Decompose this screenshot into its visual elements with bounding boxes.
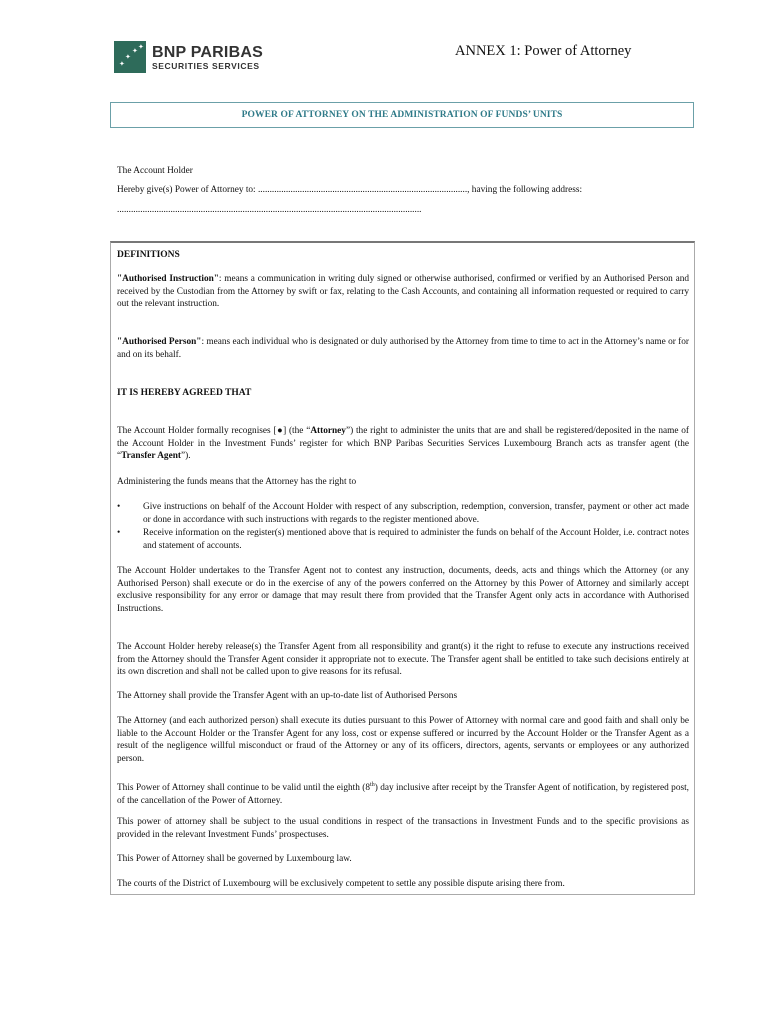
agreement-paragraph-1 <box>117 425 689 463</box>
document-title: POWER OF ATTORNEY ON THE ADMINISTRATION OF FUNDS’ UNITS <box>241 110 563 120</box>
placeholder-bullet: ● <box>276 426 284 436</box>
agreement-paragraph-5: The Attorney shall provide the Transfer Agent with an up-to-date list of Authorised Persons <box>117 691 458 701</box>
annex-title: ANNEX 1: Power of Attorney <box>455 43 632 59</box>
definition-authorised-instruction-text: : means a communication in writing duly signed or otherwise authorised, confirmed or verified by an Authorised Person and received by the Custodian from the Attorney by swift or fax, relating to the Cash Accounts, and containing all information requested or required to carry out the relevant instruction. <box>117 274 689 309</box>
logo-sub-text: SECURITIES SERVICES <box>152 60 260 71</box>
term-authorised-person: "Authorised Person" <box>117 337 202 347</box>
document-title-box <box>110 102 694 128</box>
p1-text-b: ] (the “ <box>283 426 311 436</box>
logo-main-text: BNP PARIBAS <box>152 43 263 61</box>
bullet-text: Receive information on the register(s) mentioned above that is required to administer the funds on behalf of the Account Holder, i.e. contract notes and statement of accounts. <box>143 528 689 551</box>
bullet-icon: • <box>117 528 121 538</box>
address-blank-line: ................................................................................................................................... <box>117 205 422 215</box>
agreement-paragraph-7 <box>117 779 689 807</box>
definition-authorised-person <box>117 336 689 361</box>
definition-authorised-instruction <box>117 273 689 311</box>
definition-authorised-person-text: : means each individual who is designated or duly authorised by the Attorney from time to time to act in the Attorney’s name or for and on its behalf. <box>117 337 689 360</box>
p7-text-b: ) day inclusive after receipt by the Transfer Agent of notification, by registered post, of the cancellation of the Power of Attorney. <box>117 783 689 806</box>
p1-text-d: ”). <box>180 451 191 461</box>
bnp-paribas-logo <box>114 40 263 74</box>
p7-superscript: th <box>370 782 375 788</box>
definitions-heading: DEFINITIONS <box>117 250 180 260</box>
list-item <box>117 501 689 527</box>
p1-text-a: The Account Holder formally recognises [ <box>117 426 277 436</box>
attorney-designation-line: Hereby give(s) Power of Attorney to: .........................................................................................., having the following address: <box>117 185 583 195</box>
bullet-icon: • <box>117 502 121 512</box>
p7-text-a: This Power of Attorney shall continue to be valid until the eighth (8 <box>117 783 371 794</box>
agreement-paragraph-4: The Account Holder hereby release(s) the Transfer Agent from all responsibility and grant(s) it the right to refuse to execute any instructions received from the Attorney should the Transfer Agent consider it appropriate not to execute. The Transfer agent shall be entitled to take such decisions entirely at its own discretion and shall not be called upon to give reasons for its refusal. <box>117 642 689 677</box>
term-attorney: Attorney <box>310 426 346 436</box>
term-authorised-instruction: "Authorised Instruction" <box>117 274 219 284</box>
list-item <box>117 527 689 553</box>
p1-text-c: ”) the right to administer the units that are and shall be registered/deposited in the name of the Account Holder in the Investment Funds’ register for which BNP Paribas Securities Services Luxembourg Branch acts as transfer agent (the “ <box>117 426 689 461</box>
logo-stars-icon: ✦ ✦ ✦ ✦ <box>114 41 146 73</box>
agreement-paragraph-10: The courts of the District of Luxembourg will be exclusively competent to settle any possible dispute arising there from. <box>117 879 565 889</box>
account-holder-label: The Account Holder <box>117 166 193 176</box>
term-transfer-agent: Transfer Agent <box>121 451 181 461</box>
agreement-paragraph-8: This power of attorney shall be subject to the usual conditions in respect of the transactions in Investment Funds and to the specific provisions as provided in the relevant Investment Funds’ prospectuses. <box>117 817 689 840</box>
agreement-paragraph-2: Administering the funds means that the Attorney has the right to <box>117 477 357 487</box>
agreement-paragraph-9: This Power of Attorney shall be governed by Luxembourg law. <box>117 854 352 864</box>
bullet-text: Give instructions on behalf of the Account Holder with respect of any subscription, redemption, conversion, transfer, payment or other act made or done in accordance with such instructions with regards to the register mentioned above. <box>143 502 689 525</box>
agreement-heading: IT IS HEREBY AGREED THAT <box>117 388 252 398</box>
agreement-paragraph-3: The Account Holder undertakes to the Transfer Agent not to contest any instruction, documents, deeds, acts and things which the Attorney (or any Authorised Person) shall execute or do in the exercise of any of the powers conferred on the Attorney by this Power of Attorney and similarly accept exclusive responsibility for any error or damage that may result there from provided that the Transfer Agent only acts in accordance with Authorised Instructions. <box>117 566 689 614</box>
agreement-paragraph-6: The Attorney (and each authorized person) shall execute its duties pursuant to this Power of Attorney with normal care and good faith and shall only be liable to the Account Holder or the Transfer Agent for any loss, cost or expense suffered or incurred by the Account Holder or the Transfer Agent as a result of the negligence willful misconduct or fraud of the Attorney or any of its officers, directors, agents, servants or employees or any authorized person. <box>117 716 689 764</box>
